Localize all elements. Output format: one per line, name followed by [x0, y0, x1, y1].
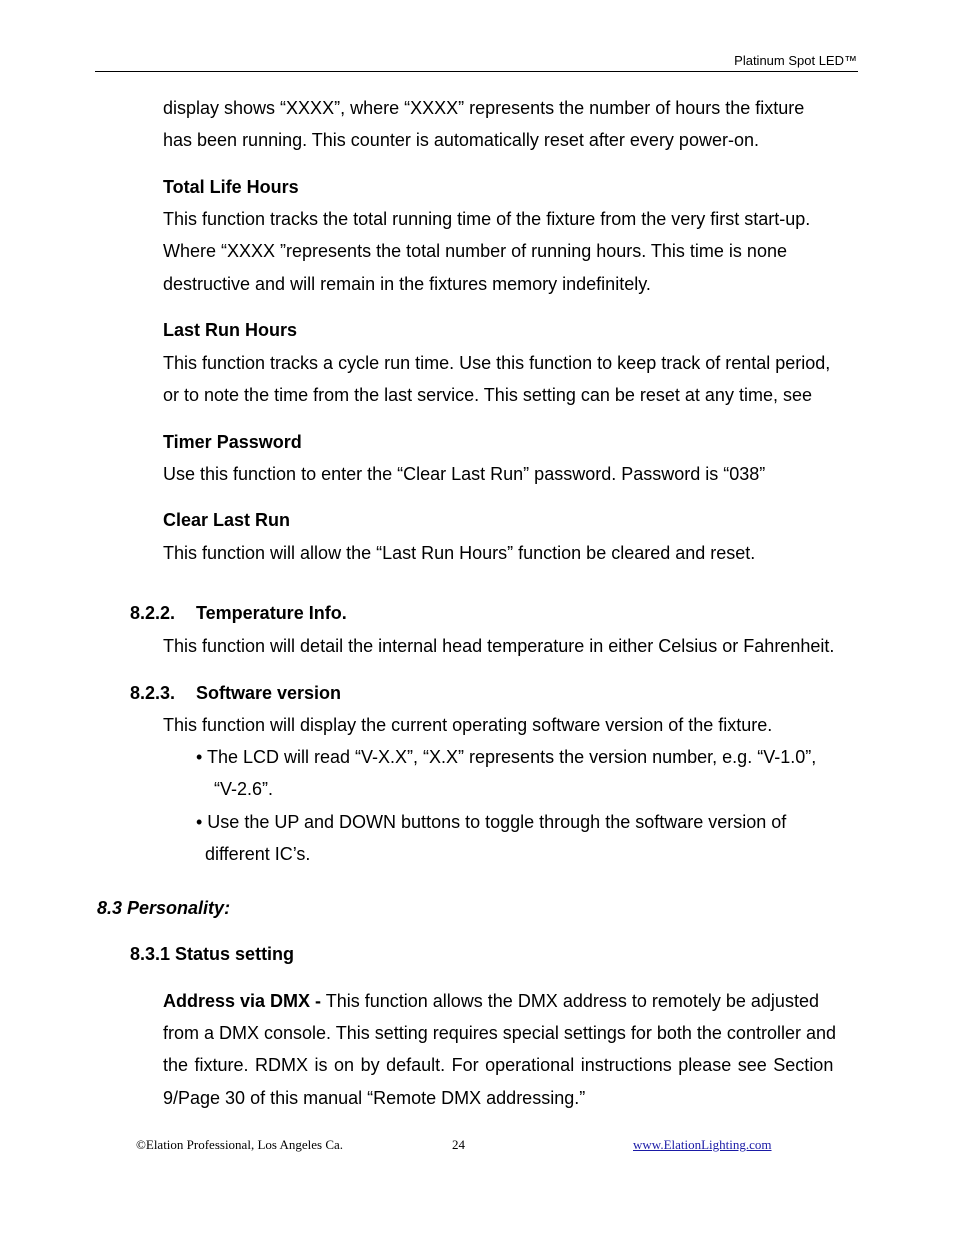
software-section-title: Software version — [196, 683, 342, 703]
software-bullet-2-line-1: • Use the UP and DOWN buttons to toggle through the software version of — [196, 812, 787, 832]
status-line-4: 9/Page 30 of this manual “Remote DMX addressing.” — [163, 1088, 586, 1108]
intro-line-1: display shows “XXXX”, where “XXXX” represents the number of hours the fixture — [163, 98, 805, 118]
timer-password-heading: Timer Password — [163, 432, 302, 452]
header-title: Platinum Spot LED™ — [734, 53, 857, 68]
footer-page-number: 24 — [452, 1137, 465, 1152]
last-run-line-1: This function tracks a cycle run time. Use this function to keep track of rental period, — [163, 353, 831, 373]
status-setting-heading: 8.3.1 Status setting — [130, 944, 295, 964]
total-life-line-2: Where “XXXX ”represents the total number of running hours. This time is none — [163, 241, 787, 261]
temperature-section-heading — [130, 603, 347, 624]
personality-heading: 8.3 Personality: — [97, 898, 231, 918]
software-bullet-1-line-1: • The LCD will read “V-X.X”, “X.X” represents the version number, e.g. “V-1.0”, — [196, 747, 817, 767]
clear-last-run-line-1: This function will allow the “Last Run Hours” function be cleared and reset. — [163, 543, 756, 563]
software-section-heading — [130, 683, 341, 704]
address-via-dmx-label: Address via DMX - — [163, 991, 322, 1011]
last-run-line-2: or to note the time from the last service. This setting can be reset at any time, see — [163, 385, 812, 405]
total-life-line-3: destructive and will remain in the fixtures memory indefinitely. — [163, 274, 651, 294]
header-divider — [95, 71, 858, 72]
status-line-1-text: This function allows the DMX address to remotely be adjusted — [321, 991, 819, 1011]
total-life-hours-heading: Total Life Hours — [163, 177, 299, 197]
software-bullet-2-line-2: different IC’s. — [205, 844, 311, 864]
temperature-line-1: This function will detail the internal head temperature in either Celsius or Fahrenheit. — [163, 636, 835, 656]
status-line-2: from a DMX console. This setting requires special settings for both the controller and — [163, 1023, 836, 1043]
status-line-1 — [163, 985, 819, 1017]
software-section-number: 8.2.3. — [130, 683, 176, 703]
footer-website-link[interactable]: www.ElationLighting.com — [633, 1137, 772, 1152]
footer-copyright: ©Elation Professional, Los Angeles Ca. — [136, 1137, 344, 1152]
last-run-hours-heading: Last Run Hours — [163, 320, 298, 340]
intro-line-2: has been running. This counter is automatically reset after every power-on. — [163, 130, 759, 150]
timer-password-line-1: Use this function to enter the “Clear Last Run” password. Password is “038” — [163, 464, 766, 484]
total-life-line-1: This function tracks the total running time of the fixture from the very first start-up. — [163, 209, 811, 229]
software-bullet-1-line-2: “V-2.6”. — [214, 779, 274, 799]
clear-last-run-heading: Clear Last Run — [163, 510, 291, 530]
temperature-section-title: Temperature Info. — [196, 603, 347, 623]
software-line-1: This function will display the current operating software version of the fixture. — [163, 715, 773, 735]
status-line-3: the fixture. RDMX is on by default. For operational instructions please see Section — [163, 1055, 834, 1075]
temperature-section-number: 8.2.2. — [130, 603, 176, 623]
